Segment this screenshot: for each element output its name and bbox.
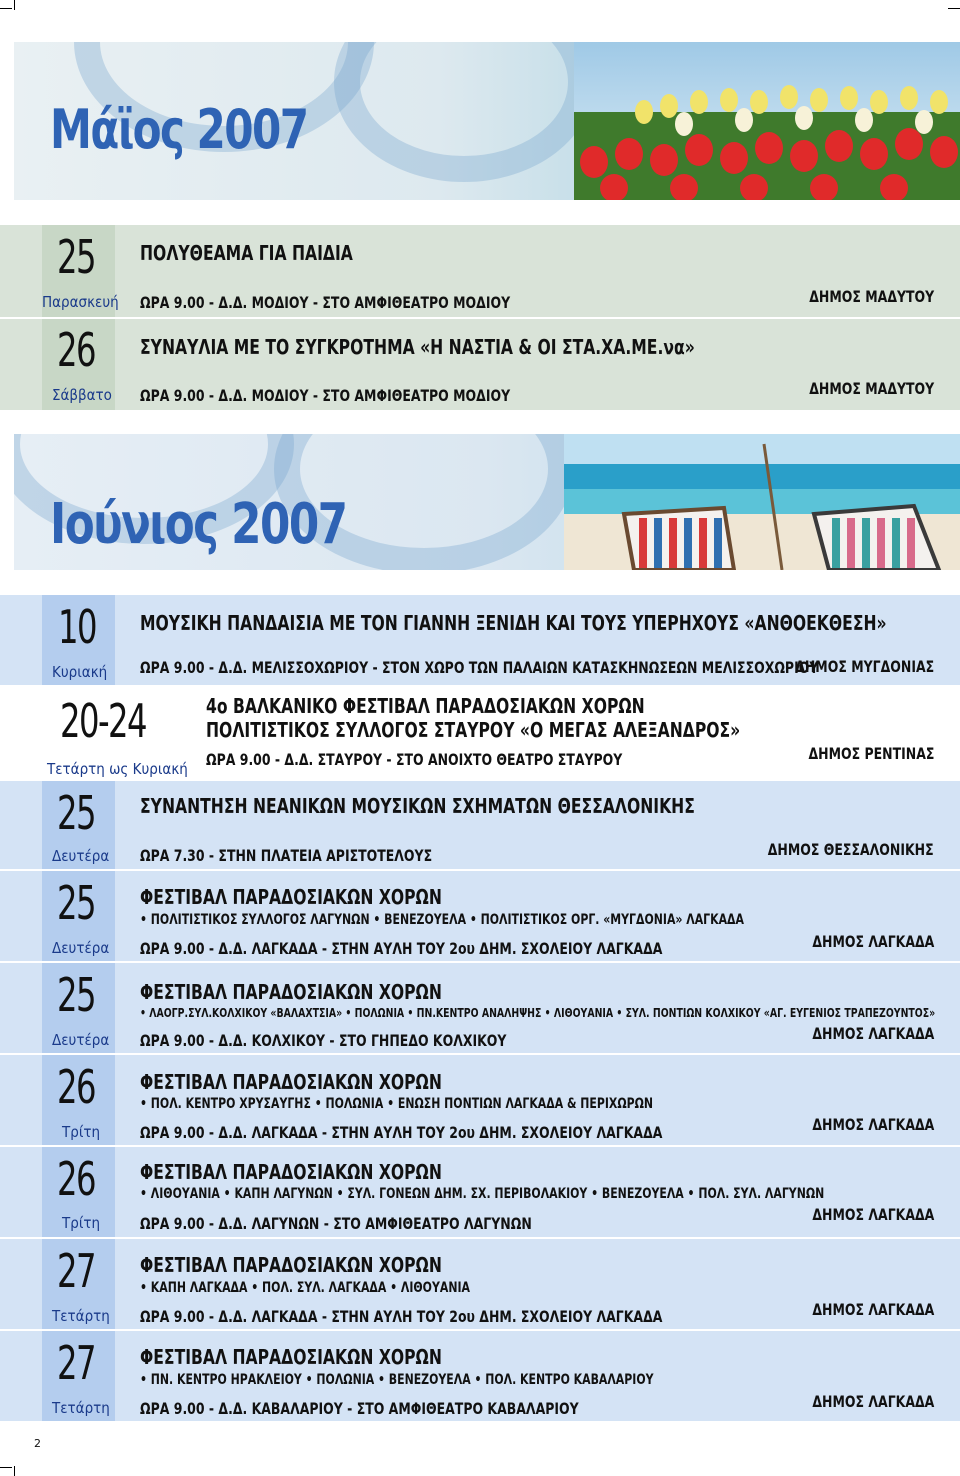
crop-mark [0, 1467, 12, 1468]
beach-chairs-image [564, 434, 960, 570]
event-participants: • ΚΑΠΗ ΛΑΓΚΑΔΑ • ΠΟΛ. ΣΥΛ. ΛΑΓΚΑΔΑ • ΛΙΘΟΥΑΝΙΑ [140, 1280, 470, 1296]
swirl-graphic [334, 42, 594, 182]
event-time: ΩΡΑ 9.00 - Δ.Δ. ΣΤΑΥΡΟΥ - ΣΤΟ ΑΝΟΙΧΤΟ ΘΕΑΤΡΟ ΣΤΑΥΡΟΥ [206, 750, 623, 769]
event-weekday: Δευτέρα [52, 939, 110, 957]
event-participants: • ΠΝ. ΚΕΝΤΡΟ ΗΡΑΚΛΕΙΟΥ • ΠΟΛΩΝΙΑ • ΒΕΝΕΖΟΥΕΛΑ • ΠΟΛ. ΚΕΝΤΡΟ ΚΑΒΑΛΑΡΙΟΥ [140, 1372, 654, 1388]
event-organizer: ΔΗΜΟΣ ΡΕΝΤΙΝΑΣ [808, 744, 934, 763]
event-weekday: Παρασκευή [42, 293, 119, 311]
event-time: ΩΡΑ 9.00 - Δ.Δ. ΛΑΓΚΑΔΑ - ΣΤΗΝ ΑΥΛΗ ΤΟΥ 2ου ΔΗΜ. ΣΧΟΛΕΙΟΥ ΛΑΓΚΑΔΑ [140, 1123, 663, 1142]
event-title: ΣΥΝΑΝΤΗΣΗ ΝΕΑΝΙΚΩΝ ΜΟΥΣΙΚΩΝ ΣΧΗΜΑΤΩΝ ΘΕΣΣΑΛΟΝΙΚΗΣ [140, 794, 695, 818]
event-day: 25 [57, 230, 95, 284]
event-weekday: Τετάρτη [52, 1399, 110, 1417]
event-weekday: Κυριακή [52, 663, 108, 681]
event-subtitle: ΠΟΛΙΤΙΣΤΙΚΟΣ ΣΥΛΛΟΓΟΣ ΣΤΑΥΡΟΥ «Ο ΜΕΓΑΣ ΑΛΕΞΑΝΔΡΟΣ» [206, 718, 741, 742]
event-participants: • ΛΙΘΟΥΑΝΙΑ • ΚΑΠΗ ΛΑΓΥΝΩΝ • ΣΥΛ. ΓΟΝΕΩΝ ΔΗΜ. ΣΧ. ΠΕΡΙΒΟΛΑΚΙΟΥ • ΒΕΝΕΖΟΥΕΛΑ • ΠΟΛ. ΣΥΛ. ΛΑΓΥΝΩΝ [140, 1186, 825, 1202]
crop-mark [14, 1466, 15, 1476]
event-title: ΦΕΣΤΙΒΑΛ ΠΑΡΑΔΟΣΙΑΚΩΝ ΧΟΡΩΝ [140, 1160, 442, 1184]
event-weekday: Τρίτη [62, 1214, 101, 1232]
event-weekday: Τετάρτη ως Κυριακή [47, 760, 188, 778]
event-weekday: Τρίτη [62, 1123, 101, 1141]
crop-mark [948, 8, 960, 9]
event-time: ΩΡΑ 9.00 - Δ.Δ. ΜΟΔΙΟΥ - ΣΤΟ ΑΜΦΙΘΕΑΤΡΟ ΜΟΔΙΟΥ [140, 293, 511, 312]
event-organizer: ΔΗΜΟΣ ΜΥΓΔΟΝΙΑΣ [795, 657, 934, 676]
crop-mark [0, 8, 12, 9]
event-weekday: Δευτέρα [52, 847, 110, 865]
event-title: ΦΕΣΤΙΒΑΛ ΠΑΡΑΔΟΣΙΑΚΩΝ ΧΟΡΩΝ [140, 1253, 442, 1277]
event-title: ΦΕΣΤΙΒΑΛ ΠΑΡΑΔΟΣΙΑΚΩΝ ΧΟΡΩΝ [140, 1070, 442, 1094]
june-banner [14, 434, 960, 570]
event-day: 27 [57, 1336, 95, 1390]
banner-title: Ιούνιος 2007 [50, 492, 347, 557]
event-time: ΩΡΑ 9.00 - Δ.Δ. ΜΕΛΙΣΣΟΧΩΡΙΟΥ - ΣΤΟΝ ΧΩΡΟ ΤΩΝ ΠΑΛΑΙΩΝ ΚΑΤΑΣΚΗΝΩΣΕΩΝ ΜΕΛΙΣΣΟΧΩΡΙΟΥ [140, 658, 819, 677]
event-participants: • ΠΟΛΙΤΙΣΤΙΚΟΣ ΣΥΛΛΟΓΟΣ ΛΑΓΥΝΩΝ • ΒΕΝΕΖΟΥΕΛΑ • ΠΟΛΙΤΙΣΤΙΚΟΣ ΟΡΓ. «ΜΥΓΔΟΝΙΑ» ΛΑΓΚΑΔΑ [140, 912, 744, 928]
tulips-image [574, 42, 960, 200]
event-participants: • ΠΟΛ. ΚΕΝΤΡΟ ΧΡΥΣΑΥΓΗΣ • ΠΟΛΩΝΙΑ • ΕΝΩΣΗ ΠΟΝΤΙΩΝ ΛΑΓΚΑΔΑ & ΠΕΡΙΧΩΡΩΝ [140, 1096, 654, 1112]
event-organizer: ΔΗΜΟΣ ΜΑΔΥΤΟΥ [809, 287, 934, 306]
event-participants: • ΛΑΟΓΡ.ΣΥΛ.ΚΟΛΧΙΚΟΥ «ΒΑΛΑΧΤΣΙΑ» • ΠΟΛΩΝΙΑ • ΠΝ.ΚΕΝΤΡΟ ΑΝΑΛΗΨΗΣ • ΛΙΘΟΥΑΝΙΑ • ΣΥΛ. ΠΟΝΤΙΩΝ ΚΟΛΧΙΚΟΥ «ΑΓ. ΕΥΓΕΝΙΟΣ ΤΡΑΠΕΖΟΥΝΤΟΣ» [140, 1006, 936, 1020]
event-organizer: ΔΗΜΟΣ ΛΑΓΚΑΔΑ [812, 1024, 934, 1043]
event-time: ΩΡΑ 9.00 - Δ.Δ. ΚΟΛΧΙΚΟΥ - ΣΤΟ ΓΗΠΕΔΟ ΚΟΛΧΙΚΟΥ [140, 1031, 507, 1050]
event-day: 26 [57, 1060, 95, 1114]
crop-mark [14, 0, 15, 10]
page-number: 2 [34, 1437, 41, 1450]
event-time: ΩΡΑ 9.00 - Δ.Δ. ΛΑΓΚΑΔΑ - ΣΤΗΝ ΑΥΛΗ ΤΟΥ 2ου ΔΗΜ. ΣΧΟΛΕΙΟΥ ΛΑΓΚΑΔΑ [140, 1307, 663, 1326]
event-organizer: ΔΗΜΟΣ ΛΑΓΚΑΔΑ [812, 1205, 934, 1224]
event-weekday: Δευτέρα [52, 1031, 110, 1049]
event-organizer: ΔΗΜΟΣ ΛΑΓΚΑΔΑ [812, 1115, 934, 1134]
event-title: ΜΟΥΣΙΚΗ ΠΑΝΔΑΙΣΙΑ ΜΕ ΤΟΝ ΓΙΑΝΝΗ ΞΕΝΙΔΗ ΚΑΙ ΤΟΥΣ ΥΠΕΡΗΧΟΥΣ «ΑΝΘΟΕΚΘΕΣΗ» [140, 611, 887, 635]
event-day: 26 [57, 1152, 95, 1206]
event-title: ΦΕΣΤΙΒΑΛ ΠΑΡΑΔΟΣΙΑΚΩΝ ΧΟΡΩΝ [140, 1345, 442, 1369]
event-organizer: ΔΗΜΟΣ ΛΑΓΚΑΔΑ [812, 1300, 934, 1319]
event-time: ΩΡΑ 7.30 - ΣΤΗΝ ΠΛΑΤΕΙΑ ΑΡΙΣΤΟΤΕΛΟΥΣ [140, 846, 433, 865]
event-title: ΦΕΣΤΙΒΑΛ ΠΑΡΑΔΟΣΙΑΚΩΝ ΧΟΡΩΝ [140, 980, 442, 1004]
event-title: ΦΕΣΤΙΒΑΛ ΠΑΡΑΔΟΣΙΑΚΩΝ ΧΟΡΩΝ [140, 885, 442, 909]
event-day: 26 [57, 323, 95, 377]
banner-title: Μάϊος 2007 [50, 98, 308, 161]
may-banner [14, 42, 960, 200]
event-day: 25 [57, 786, 95, 840]
event-day: 20-24 [60, 694, 146, 748]
event-day: 25 [57, 968, 95, 1022]
event-organizer: ΔΗΜΟΣ ΘΕΣΣΑΛΟΝΙΚΗΣ [768, 840, 934, 859]
event-title: 4ο ΒΑΛΚΑΝΙΚΟ ΦΕΣΤΙΒΑΛ ΠΑΡΑΔΟΣΙΑΚΩΝ ΧΟΡΩΝ [206, 694, 645, 718]
event-time: ΩΡΑ 9.00 - Δ.Δ. ΛΑΓΚΑΔΑ - ΣΤΗΝ ΑΥΛΗ ΤΟΥ 2ου ΔΗΜ. ΣΧΟΛΕΙΟΥ ΛΑΓΚΑΔΑ [140, 939, 663, 958]
event-day: 25 [57, 876, 95, 930]
event-weekday: Τετάρτη [52, 1307, 110, 1325]
event-time: ΩΡΑ 9.00 - Δ.Δ. ΚΑΒΑΛΑΡΙΟΥ - ΣΤΟ ΑΜΦΙΘΕΑΤΡΟ ΚΑΒΑΛΑΡΙΟΥ [140, 1399, 579, 1418]
event-organizer: ΔΗΜΟΣ ΛΑΓΚΑΔΑ [812, 1392, 934, 1411]
event-title: ΣΥΝΑΥΛΙΑ ΜΕ ΤΟ ΣΥΓΚΡΟΤΗΜΑ «Η ΝΑΣΤΙΑ & ΟΙ ΣΤΑ.ΧΑ.ΜΕ.να» [140, 335, 695, 359]
event-day: 27 [57, 1244, 95, 1298]
event-weekday: Σάββατο [52, 386, 112, 404]
event-day: 10 [58, 600, 96, 654]
event-organizer: ΔΗΜΟΣ ΛΑΓΚΑΔΑ [812, 932, 934, 951]
event-time: ΩΡΑ 9.00 - Δ.Δ. ΛΑΓΥΝΩΝ - ΣΤΟ ΑΜΦΙΘΕΑΤΡΟ ΛΑΓΥΝΩΝ [140, 1214, 532, 1233]
event-title: ΠΟΛΥΘΕΑΜΑ ΓΙΑ ΠΑΙΔΙΑ [140, 241, 353, 265]
event-time: ΩΡΑ 9.00 - Δ.Δ. ΜΟΔΙΟΥ - ΣΤΟ ΑΜΦΙΘΕΑΤΡΟ ΜΟΔΙΟΥ [140, 386, 511, 405]
event-organizer: ΔΗΜΟΣ ΜΑΔΥΤΟΥ [809, 379, 934, 398]
